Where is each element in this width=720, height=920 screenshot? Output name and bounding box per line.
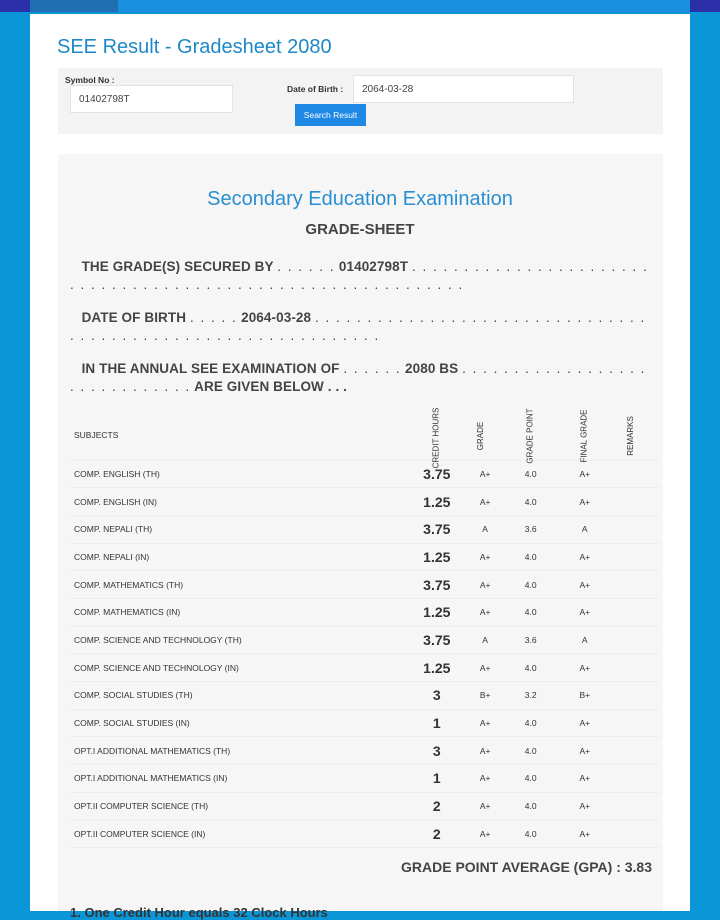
gpa-line <box>401 859 652 875</box>
secured-by-value: 01402798T <box>338 259 409 274</box>
grade-point-cell: 4.0 <box>503 543 558 571</box>
grade-point-cell: 4.0 <box>503 460 558 488</box>
remarks-cell <box>611 792 660 820</box>
header-final-grade: FINAL GRADE <box>558 410 611 460</box>
final-grade-cell: A+ <box>558 709 611 737</box>
remarks-cell <box>611 626 660 654</box>
remarks-cell <box>611 682 660 710</box>
subject-cell: COMP. ENGLISH (TH) <box>70 460 406 488</box>
grade-cell: A+ <box>467 460 503 488</box>
final-grade-cell: A <box>558 515 611 543</box>
credit-hours-cell: 1 <box>406 709 467 737</box>
grade-point-cell: 4.0 <box>503 765 558 793</box>
exam-line: IN THE ANNUAL SEE EXAMINATION OF . . . . . . 2080 BS . . . . . . . . . . . . . . . . . . . . . . . . . . . . . . ARE GIVEN BELOW . . . <box>70 361 646 394</box>
subject-cell: OPT.II COMPUTER SCIENCE (TH) <box>70 792 406 820</box>
credit-hours-cell: 3.75 <box>406 626 467 654</box>
symbol-no-label: Symbol No : <box>65 75 115 85</box>
table-row <box>70 654 660 682</box>
remarks-cell <box>611 598 660 626</box>
table-row <box>70 820 660 848</box>
grade-point-cell: 3.6 <box>503 626 558 654</box>
navbar-left-edge <box>0 0 30 12</box>
grade-cell: A+ <box>467 543 503 571</box>
table-row <box>70 682 660 710</box>
result-card <box>30 14 690 920</box>
credit-hours-cell: 1.25 <box>406 654 467 682</box>
grade-cell: B+ <box>467 682 503 710</box>
dob-line-label: DATE OF BIRTH <box>81 310 187 325</box>
grade-cell: A+ <box>467 792 503 820</box>
remarks-cell <box>611 737 660 765</box>
final-grade-cell: A+ <box>558 820 611 848</box>
table-header-row <box>70 410 660 460</box>
remarks-cell <box>611 765 660 793</box>
subject-cell: COMP. MATHEMATICS (TH) <box>70 571 406 599</box>
given-below-text: ARE GIVEN BELOW . . . <box>194 379 348 394</box>
credit-hours-cell: 2 <box>406 820 467 848</box>
grade-point-cell: 4.0 <box>503 737 558 765</box>
grade-cell: A+ <box>467 598 503 626</box>
final-grade-cell: A+ <box>558 765 611 793</box>
gpa-value: 3.83 <box>624 859 652 875</box>
grade-cell: A+ <box>467 737 503 765</box>
final-grade-cell: A+ <box>558 792 611 820</box>
grade-point-cell: 3.6 <box>503 515 558 543</box>
navbar-right-edge <box>690 0 720 12</box>
table-row <box>70 765 660 793</box>
grade-point-cell: 4.0 <box>503 709 558 737</box>
subject-cell: COMP. NEPALI (TH) <box>70 515 406 543</box>
subject-cell: OPT.I ADDITIONAL MATHEMATICS (TH) <box>70 737 406 765</box>
grade-sheet-title: GRADE-SHEET <box>305 221 415 238</box>
table-row <box>70 460 660 488</box>
top-navbar <box>0 0 720 12</box>
exam-title: Secondary Education Examination <box>207 188 513 210</box>
secured-by-label: THE GRADE(S) SECURED BY <box>81 259 274 274</box>
credit-hours-cell: 3.75 <box>406 571 467 599</box>
dob-label: Date of Birth : <box>287 84 344 94</box>
grades-table <box>70 407 660 848</box>
search-result-button[interactable]: Search Result <box>295 104 366 126</box>
table-row <box>70 709 660 737</box>
table-row <box>70 598 660 626</box>
grade-cell: A+ <box>467 654 503 682</box>
credit-hours-cell: 1 <box>406 765 467 793</box>
final-grade-cell: A+ <box>558 737 611 765</box>
exam-line-value: 2080 BS <box>405 361 459 376</box>
header-remarks: REMARKS <box>611 410 660 460</box>
remarks-cell <box>611 460 660 488</box>
credit-hours-cell: 1.25 <box>406 488 467 516</box>
credit-hours-cell: 1.25 <box>406 543 467 571</box>
remarks-cell <box>611 571 660 599</box>
remarks-cell <box>611 488 660 516</box>
table-row <box>70 571 660 599</box>
subject-cell: COMP. ENGLISH (IN) <box>70 488 406 516</box>
grade-point-cell: 4.0 <box>503 598 558 626</box>
subject-cell: COMP. SCIENCE AND TECHNOLOGY (TH) <box>70 626 406 654</box>
symbol-no-input[interactable]: 01402798T <box>70 85 233 113</box>
grade-cell: A <box>467 626 503 654</box>
credit-hour-note: 1. One Credit Hour equals 32 Clock Hours <box>70 905 328 920</box>
final-grade-cell: A+ <box>558 460 611 488</box>
grade-point-cell: 4.0 <box>503 571 558 599</box>
dob-input[interactable]: 2064-03-28 <box>353 75 574 103</box>
grade-point-cell: 4.0 <box>503 654 558 682</box>
remarks-cell <box>611 820 660 848</box>
grade-point-cell: 4.0 <box>503 488 558 516</box>
header-grade-point: GRADE POINT <box>503 410 558 460</box>
subject-cell: COMP. NEPALI (IN) <box>70 543 406 571</box>
header-subjects: SUBJECTS <box>70 410 406 460</box>
subject-cell: COMP. SOCIAL STUDIES (IN) <box>70 709 406 737</box>
subject-cell: OPT.I ADDITIONAL MATHEMATICS (IN) <box>70 765 406 793</box>
final-grade-cell: A+ <box>558 571 611 599</box>
table-row <box>70 626 660 654</box>
header-grade: GRADE <box>467 410 503 460</box>
grade-point-cell: 4.0 <box>503 820 558 848</box>
final-grade-cell: B+ <box>558 682 611 710</box>
table-row <box>70 543 660 571</box>
gpa-label: GRADE POINT AVERAGE (GPA) : <box>401 859 621 875</box>
credit-hours-cell: 1.25 <box>406 598 467 626</box>
grade-cell: A+ <box>467 488 503 516</box>
grade-cell: A <box>467 515 503 543</box>
final-grade-cell: A+ <box>558 598 611 626</box>
subject-cell: COMP. MATHEMATICS (IN) <box>70 598 406 626</box>
table-row <box>70 792 660 820</box>
page-title: SEE Result - Gradesheet 2080 <box>57 36 332 58</box>
header-credit-hours: CREDIT HOURS <box>406 410 467 460</box>
secured-by-line: THE GRADE(S) SECURED BY . . . . . . 01402798T . . . . . . . . . . . . . . . . . . . . . . . . . . . . . . . . . . . . . . . . . . . . . . . . . . . . . . . . . . . . . <box>70 259 649 292</box>
exam-line-label: IN THE ANNUAL SEE EXAMINATION OF <box>81 361 340 376</box>
credit-hours-cell: 3.75 <box>406 515 467 543</box>
final-grade-cell: A+ <box>558 654 611 682</box>
final-grade-cell: A <box>558 626 611 654</box>
credit-hours-cell: 3 <box>406 682 467 710</box>
subject-cell: OPT.II COMPUTER SCIENCE (IN) <box>70 820 406 848</box>
remarks-cell <box>611 654 660 682</box>
grade-point-cell: 3.2 <box>503 682 558 710</box>
subject-cell: COMP. SOCIAL STUDIES (TH) <box>70 682 406 710</box>
final-grade-cell: A+ <box>558 488 611 516</box>
grade-cell: A+ <box>467 571 503 599</box>
grade-cell: A+ <box>467 709 503 737</box>
credit-hours-cell: 3 <box>406 737 467 765</box>
remarks-cell <box>611 515 660 543</box>
remarks-cell <box>611 543 660 571</box>
navbar-active-tab[interactable] <box>30 0 118 12</box>
subject-cell: COMP. SCIENCE AND TECHNOLOGY (IN) <box>70 654 406 682</box>
credit-hours-cell: 3.75 <box>406 460 467 488</box>
table-row <box>70 515 660 543</box>
table-row <box>70 737 660 765</box>
dob-line: DATE OF BIRTH . . . . . 2064-03-28 . . . . . . . . . . . . . . . . . . . . . . . . . . . . . . . . . . . . . . . . . . . . . . . . . . . . . . . . . . . . . . <box>70 310 646 343</box>
table-row <box>70 488 660 516</box>
dob-line-value: 2064-03-28 <box>241 310 312 325</box>
grade-point-cell: 4.0 <box>503 792 558 820</box>
final-grade-cell: A+ <box>558 543 611 571</box>
credit-hours-cell: 2 <box>406 792 467 820</box>
grade-cell: A+ <box>467 765 503 793</box>
remarks-cell <box>611 709 660 737</box>
grade-cell: A+ <box>467 820 503 848</box>
